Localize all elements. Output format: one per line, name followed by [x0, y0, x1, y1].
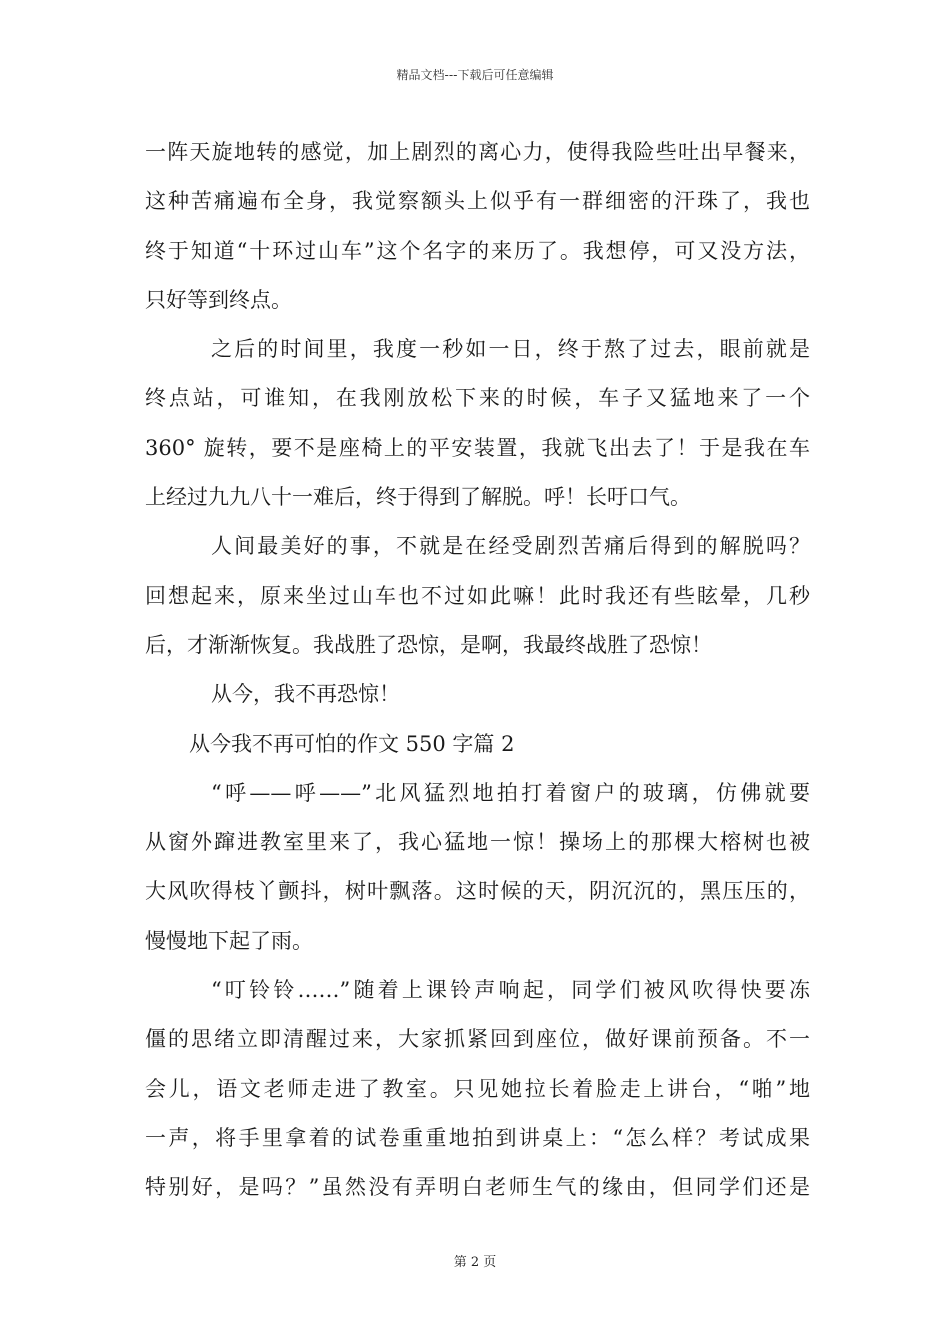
text-line: 360° 旋转，要不是座椅上的平安装置，我就飞出去了！于是我在车	[145, 435, 810, 460]
text-line: 大风吹得枝丫颤抖，树叶飘落。这时候的天，阴沉沉的，黑压压的，	[145, 879, 810, 904]
document-body	[145, 128, 810, 1213]
paragraph-start-line: “呼——呼——”北风猛烈地拍打着窗户的玻璃，仿佛就要	[211, 780, 810, 805]
paragraph-start-line: 之后的时间里，我度一秒如一日，终于熬了过去，眼前就是	[211, 337, 810, 362]
text-line: 从窗外蹿进教室里来了，我心猛地一惊！操场上的那棵大榕树也被	[145, 830, 810, 855]
page-number: 第 2 页	[453, 1255, 497, 1270]
paragraph-start-line: “叮铃铃……”随着上课铃声响起，同学们被风吹得快要冻	[211, 978, 810, 1003]
text-line: 僵的思绪立即清醒过来，大家抓紧回到座位，做好课前预备。不一	[145, 1027, 810, 1052]
text-line: 终于知道“十环过山车”这个名字的来历了。我想停，可又没方法，	[145, 238, 810, 263]
section-title: 从今我不再可怕的作文 550 字篇 2	[189, 731, 515, 756]
text-line: 特别好，是吗？”虽然没有弄明白老师生气的缘由，但同学们还是	[145, 1175, 810, 1200]
text-line: 慢慢地下起了雨。	[145, 928, 313, 953]
text-line: 会儿，语文老师走进了教室。只见她拉长着脸走上讲台，“啪”地	[145, 1076, 810, 1101]
paragraph-start-line: 人间最美好的事，不就是在经受剧烈苦痛后得到的解脱吗？	[211, 534, 810, 559]
text-line: 后，才渐渐恢复。我战胜了恐惊，是啊，我最终战胜了恐惊！	[145, 632, 712, 657]
text-line: 这种苦痛遍布全身，我觉察额头上似乎有一群细密的汗珠了，我也	[145, 189, 810, 214]
page-header: 精品文档---下载后可任意编辑	[396, 68, 554, 82]
text-line: 只好等到终点。	[145, 287, 292, 312]
paragraph-start-line: 从今，我不再恐惊！	[211, 682, 400, 707]
text-line: 一声，将手里拿着的试卷重重地拍到讲桌上：“怎么样？考试成果	[145, 1125, 810, 1150]
text-line: 回想起来，原来坐过山车也不过如此嘛！此时我还有些眩晕，几秒	[145, 583, 810, 608]
text-line: 上经过九九八十一难后，终于得到了解脱。呼！长吁口气。	[145, 485, 691, 510]
text-line: 终点站，可谁知，在我刚放松下来的时候，车子又猛地来了一个	[145, 386, 810, 411]
text-line: 一阵天旋地转的感觉，加上剧烈的离心力，使得我险些吐出早餐来，	[145, 140, 810, 164]
